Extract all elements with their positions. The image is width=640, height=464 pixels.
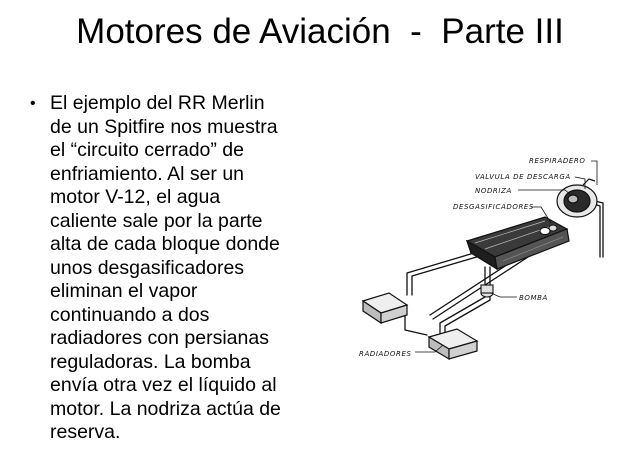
label-bomba: BOMBA: [519, 294, 548, 302]
label-valvula: VALVULA DE DESCARGA: [475, 173, 571, 181]
bullet-text-line: enfriamiento. Al ser un: [50, 162, 245, 185]
bullet-text-line: envía otra vez el líquido al: [50, 374, 277, 396]
bullet-text-line: unos desgasificadores: [50, 256, 245, 279]
bullet-text-line: motor. La nodriza actúa de: [50, 397, 281, 420]
bullet-text-line: reguladoras. La bomba: [50, 350, 251, 373]
bullet-text-line: alta de cada bloque donde: [50, 233, 280, 255]
bullet-text-line: caliente sale por la parte: [50, 209, 263, 232]
cooling-circuit-diagram: [345, 145, 630, 375]
label-desgasificadores: DESGASIFICADORES: [453, 203, 534, 211]
pump: [481, 285, 493, 297]
label-respiradero: RESPIRADERO: [529, 157, 586, 165]
label-radiadores: RADIADORES: [359, 350, 412, 358]
bullet-text-line: reserva.: [50, 421, 121, 443]
header-tank: [557, 179, 597, 217]
radiator: [363, 293, 407, 323]
bullet-text-line: eliminan el vapor: [50, 280, 198, 302]
bullet-text-line: continuando a dos: [50, 303, 210, 326]
slide-title: Motores de Aviación - Parte III: [76, 12, 564, 51]
pipe: [405, 315, 427, 335]
bullet-marker: •: [30, 95, 36, 112]
bullet-text-line: motor V-12, el agua: [50, 186, 221, 208]
bullet-text-line: de un Spitfire nos muestra: [50, 115, 278, 138]
bullet-text-line: radiadores con persianas: [50, 327, 269, 349]
label-nodriza: NODRIZA: [475, 187, 512, 195]
bullet-text-line: El ejemplo del RR Merlin: [50, 92, 265, 114]
pipe: [597, 205, 600, 257]
radiator: [429, 329, 477, 359]
bullet-text-line: el “circuito cerrado” de: [50, 139, 244, 161]
pipe: [595, 201, 603, 257]
